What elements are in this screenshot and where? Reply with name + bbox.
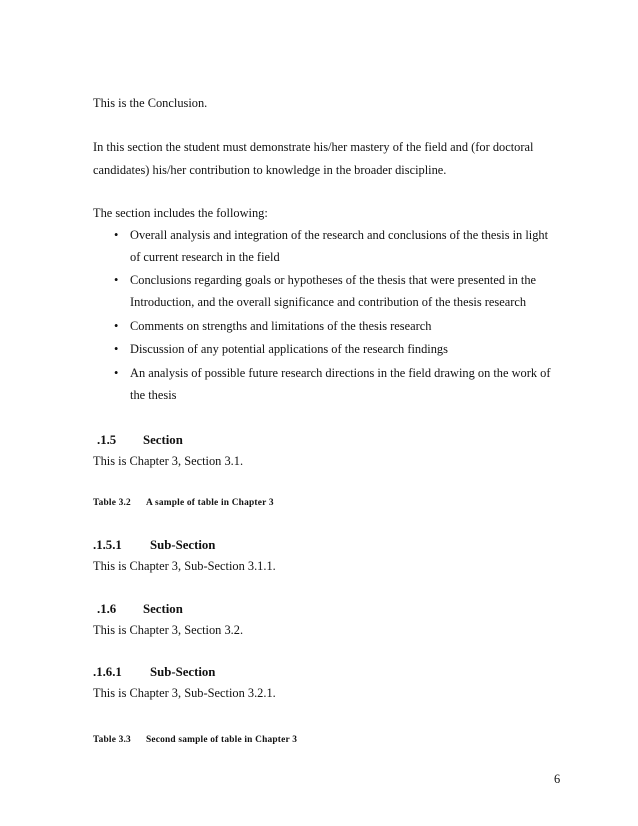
subsection-title: Sub-Section <box>150 538 216 552</box>
bullet-line: Conclusions regarding goals or hypotheses of the thesis that were presented in the <box>130 273 537 287</box>
bullet-icon: • <box>114 273 119 287</box>
bullet-icon: • <box>114 342 119 356</box>
subsection-body: This is Chapter 3, Sub-Section 3.1.1. <box>93 559 276 573</box>
intro-paragraph: This is the Conclusion. <box>93 96 208 110</box>
bullet-line: An analysis of possible future research directions in the field drawing on the work of <box>130 366 551 380</box>
bullet-icon: • <box>114 228 119 242</box>
section-number: .1.6 <box>97 602 117 616</box>
section-body: This is Chapter 3, Section 3.1. <box>93 454 244 468</box>
table-label: Table 3.2 <box>93 498 131 508</box>
subsection-number: .1.5.1 <box>93 538 122 552</box>
table-caption-text: Second sample of table in Chapter 3 <box>146 735 298 745</box>
section-title: Section <box>143 602 183 616</box>
subsection-number: .1.6.1 <box>93 665 122 679</box>
table-label: Table 3.3 <box>93 735 131 745</box>
bullet-line: the thesis <box>130 388 177 402</box>
description-line-2: candidates) his/her contribution to knowledge in the broader discipline. <box>93 163 447 177</box>
section-body: This is Chapter 3, Section 3.2. <box>93 623 244 637</box>
description-line-1: In this section the student must demonstrate his/her mastery of the field and (for doctoral <box>93 140 534 154</box>
bullet-icon: • <box>114 366 119 380</box>
bullet-line: Overall analysis and integration of the research and conclusions of the thesis in light <box>130 228 549 242</box>
page-number: 6 <box>554 772 561 786</box>
bullet-line: Introduction, and the overall significance and contribution of the thesis research <box>130 295 527 309</box>
subsection-body: This is Chapter 3, Sub-Section 3.2.1. <box>93 686 276 700</box>
subsection-title: Sub-Section <box>150 665 216 679</box>
bullet-line: Comments on strengths and limitations of the thesis research <box>130 319 432 333</box>
bullet-icon: • <box>114 319 119 333</box>
list-intro: The section includes the following: <box>93 206 268 220</box>
bullet-line: of current research in the field <box>130 250 280 264</box>
section-title: Section <box>143 433 183 447</box>
section-number: .1.5 <box>97 433 117 447</box>
table-caption-text: A sample of table in Chapter 3 <box>146 498 274 508</box>
bullet-line: Discussion of any potential applications of the research findings <box>130 342 448 356</box>
